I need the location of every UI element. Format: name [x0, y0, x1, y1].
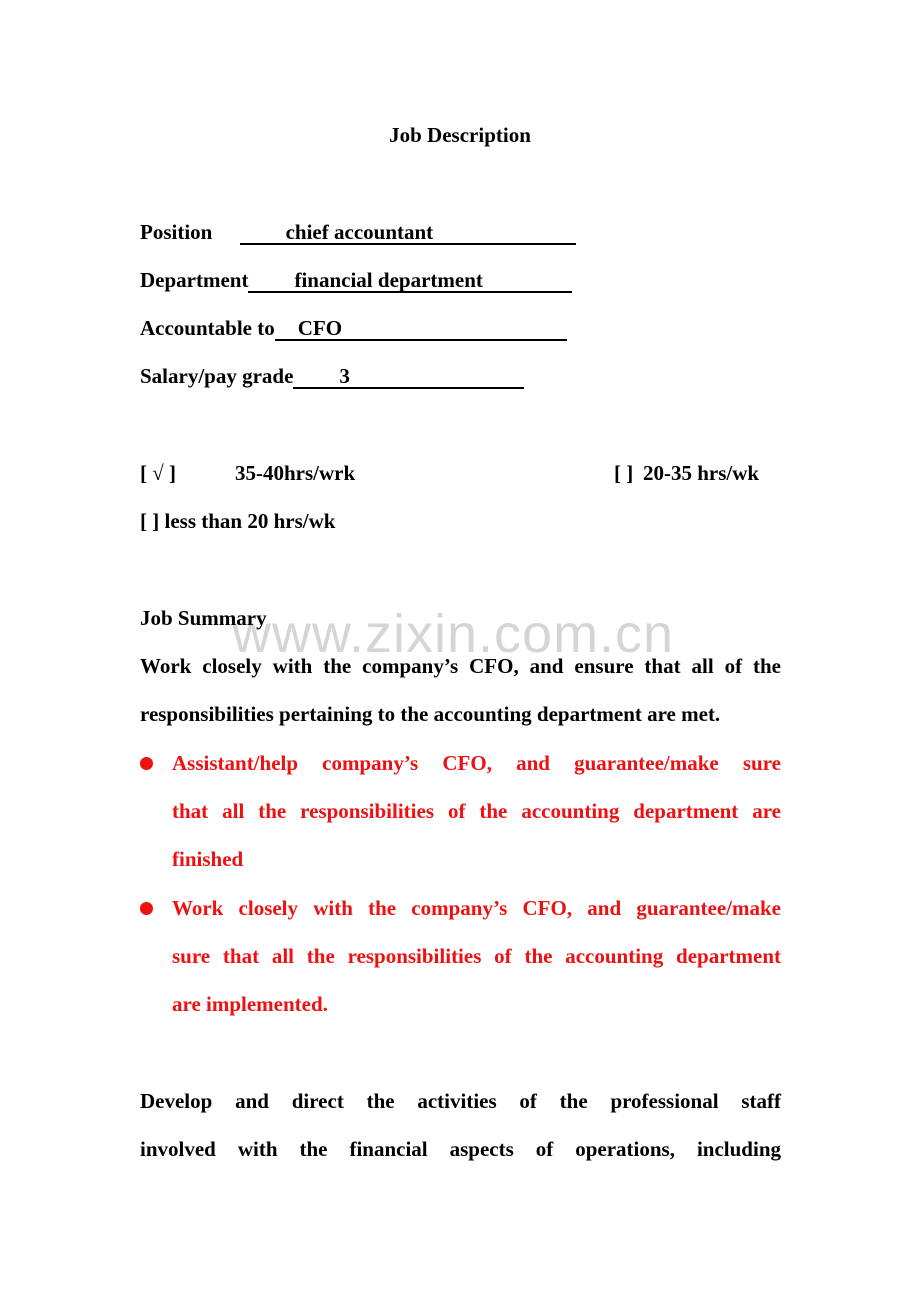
accountable-row	[140, 316, 781, 341]
bullet-2-line-2: sure that all the responsibilities of the accounting department	[172, 944, 781, 968]
position-value: chief accountant	[240, 221, 576, 245]
summary-line-1: Work closely with the company’s CFO, and ensure that all of the	[140, 654, 781, 678]
position-row	[140, 220, 781, 245]
bullet-2-line-3: are implemented.	[172, 992, 328, 1016]
bullet-dot-icon	[140, 757, 153, 770]
hours-option-under-20-checkbox[interactable]: [ ]	[140, 509, 160, 533]
bullet-dot-icon	[140, 902, 153, 915]
accountable-label: Accountable to	[140, 316, 275, 340]
department-value: financial department	[248, 269, 572, 293]
hours-option-35-40-checkbox[interactable]: [ √ ]	[140, 461, 177, 485]
salary-value: 3	[293, 365, 524, 389]
position-label: Position	[140, 220, 213, 244]
closing-line-2: involved with the financial aspects of operations, including	[140, 1137, 781, 1161]
department-label: Department	[140, 268, 249, 292]
accountable-value: CFO	[275, 317, 567, 341]
hours-option-35-40-label: 35-40hrs/wrk	[235, 461, 356, 485]
salary-row	[140, 364, 781, 389]
hours-option-20-35-label: 20-35 hrs/wk	[643, 461, 760, 485]
summary-line-2: responsibilities pertaining to the accounting department are met.	[140, 702, 721, 726]
closing-line-1: Develop and direct the activities of the professional staff	[140, 1089, 781, 1113]
watermark: www.zixin.com.cn	[232, 604, 675, 664]
bullet-1-line-3: finished	[172, 847, 244, 871]
hours-row-2	[140, 509, 781, 534]
salary-label: Salary/pay grade	[140, 364, 294, 388]
bullet-2-line-1: Work closely with the company’s CFO, and guarantee/make	[172, 896, 781, 920]
hours-option-under-20-label: less than 20 hrs/wk	[164, 509, 336, 533]
job-summary-heading: Job Summary	[140, 606, 267, 630]
hours-option-20-35-checkbox[interactable]: [ ]	[614, 461, 634, 485]
department-row	[140, 268, 781, 293]
bullet-1-line-2: that all the responsibilities of the accounting department are	[172, 799, 781, 823]
document-title: Job Description	[389, 123, 531, 147]
bullet-1-line-1: Assistant/help company’s CFO, and guarantee/make sure	[172, 751, 781, 775]
